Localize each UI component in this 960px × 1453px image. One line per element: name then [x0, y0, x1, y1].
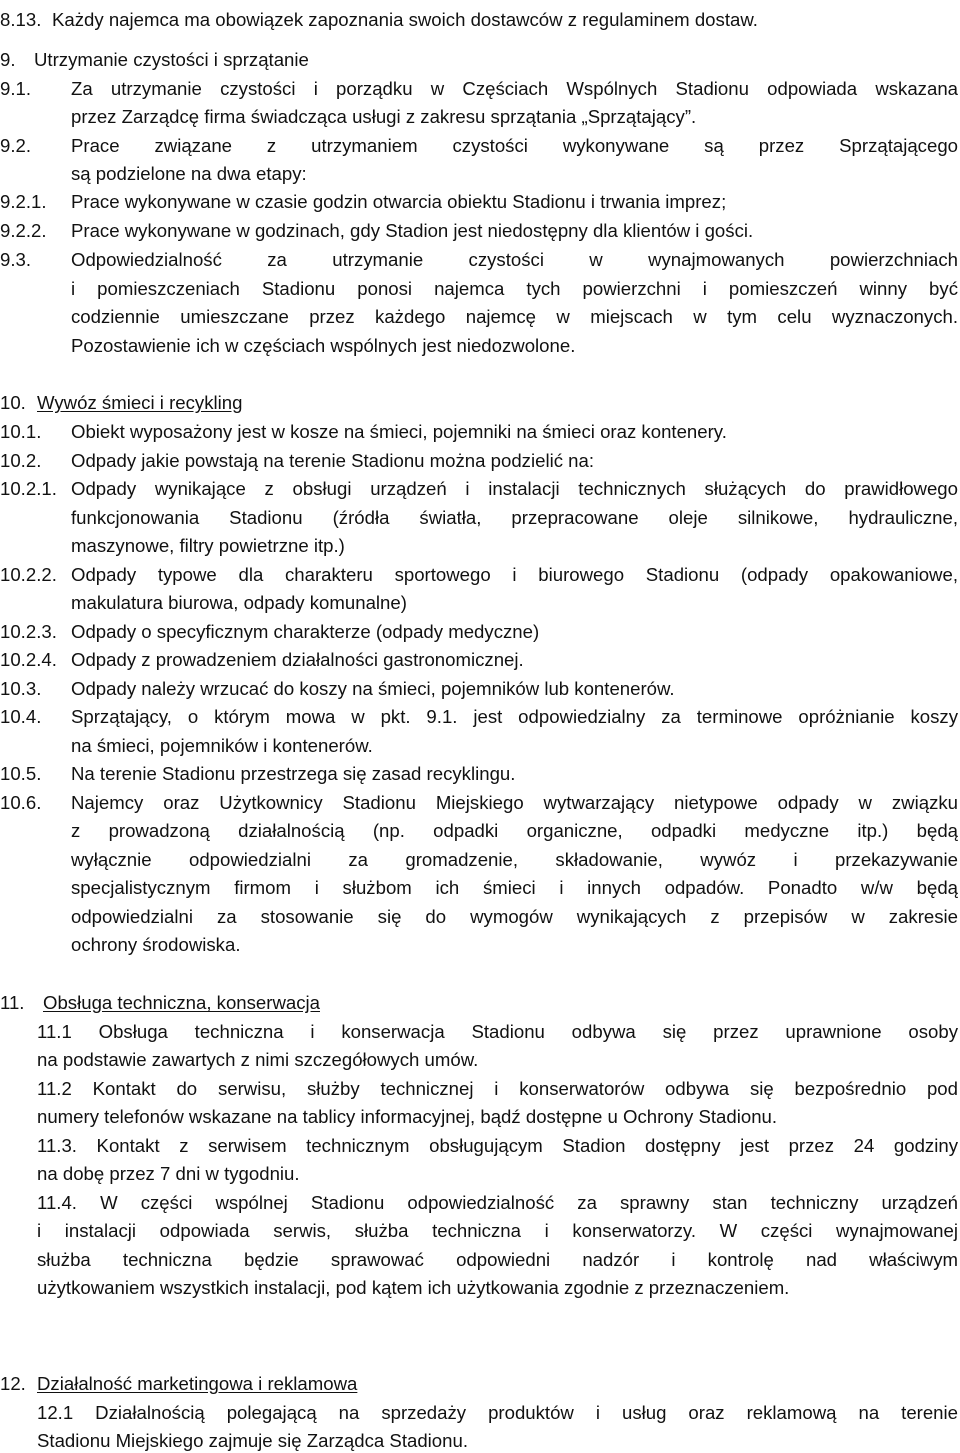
paragraph-text: Na terenie Stadionu przestrzega się zasad recyklingu. — [71, 763, 516, 784]
section-number: 10.2.1. — [0, 478, 57, 499]
paragraph-9-3-line: Pozostawienie ich w częściach wspólnych jest niedozwolone. — [71, 335, 576, 356]
paragraph-line: Za utrzymanie czystości i porządku w Częściach Wspólnych Stadionu odpowiada wskazana — [71, 78, 958, 99]
paragraph-10-4 — [0, 706, 958, 728]
section-number: 10.2.4. — [0, 649, 57, 670]
paragraph-text: Odpady należy wrzucać do koszy na śmieci, pojemników lub kontenerów. — [71, 678, 675, 699]
paragraph-10-2-2 — [0, 564, 958, 586]
section-number: 10.3. — [0, 678, 42, 699]
paragraph-10-6-line: wyłącznie odpowiedzialni za gromadzenie, składowanie, wywóz i przekazywanie — [71, 849, 958, 870]
section-number: 9.2. — [0, 135, 32, 156]
paragraph-9-3-line: codziennie umieszczane przez każdego najemcę w miejscach w tym celu wyznaczonych. — [71, 306, 958, 327]
paragraph-11-1-line: na podstawie zawartych z nimi szczegółowych umów. — [37, 1049, 479, 1070]
paragraph-9-2-1 — [0, 191, 958, 213]
paragraph-text: Odpady jakie powstają na terenie Stadionu można podzielić na: — [71, 450, 595, 471]
paragraph-9-1-line — [71, 106, 696, 128]
paragraph-line: Sprzątający, o którym mowa w pkt. 9.1. jest odpowiedzialny za terminowe opróżnianie koszy — [71, 706, 958, 727]
paragraph-line: Odpowiedzialność za utrzymanie czystości w wynajmowanych powierzchniach — [71, 249, 958, 270]
paragraph-text: Prace wykonywane w godzinach, gdy Stadion jest niedostępny dla klientów i gości. — [71, 220, 754, 241]
paragraph-10-2-4 — [0, 649, 958, 671]
paragraph-line: Najemcy oraz Użytkownicy Stadionu Miejskiego wytwarzający nietypowe odpady w związku — [71, 792, 958, 813]
paragraph-10-6-line: ochrony środowiska. — [71, 934, 241, 955]
paragraph-11-4-line: 11.4. W części wspólnej Stadionu odpowiedzialność za sprawny stan techniczny urządzeń — [37, 1192, 958, 1213]
section-heading-12 — [0, 1373, 958, 1395]
section-heading-11 — [0, 992, 958, 1014]
section-number: 9.2.1. — [0, 191, 47, 212]
section-heading-10 — [0, 392, 958, 414]
paragraph-11-2-line: 11.2 Kontakt do serwisu, służby technicznej i konserwatorów odbywa się bezpośrednio pod — [37, 1078, 958, 1099]
section-number: 10. — [0, 392, 26, 413]
paragraph-text: Odpady o specyficznym charakterze (odpady medyczne) — [71, 621, 540, 642]
paragraph-line: przez Zarządcę firma świadcząca usługi z zakresu sprzątania „Sprzątający”. — [71, 106, 697, 127]
section-number: 10.2.3. — [0, 621, 57, 642]
paragraph-11-3-line: 11.3. Kontakt z serwisem technicznym obsługującym Stadion dostępny jest przez 24 godziny — [37, 1135, 958, 1156]
section-number: 9.1. — [0, 78, 32, 99]
section-number: 10.4. — [0, 706, 42, 727]
paragraph-11-2-line: numery telefonów wskazane na tablicy informacyjnej, bądź dostępne u Ochrony Stadionu. — [37, 1106, 778, 1127]
paragraph-12-1-line: Stadionu Miejskiego zajmuje się Zarządca Stadionu. — [37, 1430, 468, 1451]
paragraph-9-3 — [0, 249, 958, 271]
paragraph-line: Odpady wynikające z obsługi urządzeń i instalacji technicznych służących do prawidłowego — [71, 478, 958, 499]
paragraph-10-2-1-line: funkcjonowania Stadionu (źródła światła, przepracowane oleje silnikowe, hydrauliczne, — [71, 507, 958, 528]
section-number: 10.5. — [0, 763, 42, 784]
paragraph-9-2-line — [71, 163, 307, 185]
section-heading-9 — [0, 49, 950, 71]
paragraph-10-2-3 — [0, 621, 958, 643]
paragraph-text: Prace wykonywane w czasie godzin otwarcia obiektu Stadionu i trwania imprez; — [71, 191, 727, 212]
section-number: 10.2.2. — [0, 564, 57, 585]
section-number: 9.3. — [0, 249, 32, 270]
paragraph-9-2-2 — [0, 220, 958, 242]
paragraph-10-2-1-line: maszynowe, filtry powietrzne itp.) — [71, 535, 345, 556]
paragraph-10-2 — [0, 450, 958, 472]
paragraph-12-1-line: 12.1 Działalnością polegającą na sprzedaży produktów i usług oraz reklamową na terenie — [37, 1402, 958, 1423]
paragraph-10-5 — [0, 763, 958, 785]
paragraph-text: Obiekt wyposażony jest w kosze na śmieci, pojemniki na śmieci oraz kontenery. — [71, 421, 727, 442]
section-number: 10.6. — [0, 792, 42, 813]
paragraph-10-3 — [0, 678, 958, 700]
paragraph-10-6-line: specjalistycznym firmom i służbom ich śmieci i innych odpadów. Ponadto w/w będą — [71, 877, 958, 898]
paragraph-line: Odpady typowe dla charakteru sportowego i biurowego Stadionu (odpady opakowaniowe, — [71, 564, 958, 585]
paragraph-10-6-line: z prowadzoną działalnością (np. odpadki organiczne, odpadki medyczne itp.) będą — [71, 820, 958, 841]
paragraph-10-2-1 — [0, 478, 958, 500]
paragraph-9-1 — [0, 78, 958, 100]
paragraph-10-4-line: na śmieci, pojemników i kontenerów. — [71, 735, 373, 756]
section-title: Utrzymanie czystości i sprzątanie — [34, 49, 309, 70]
paragraph-11-3-line: na dobę przez 7 dni w tygodniu. — [37, 1163, 300, 1184]
section-title: Wywóz śmieci i recykling — [37, 392, 243, 413]
paragraph-9-3-line: i pomieszczeniach Stadionu ponosi najemca tych powierzchni i pomieszczeń winny być — [71, 278, 958, 299]
paragraph-8-13 — [0, 9, 950, 31]
paragraph-11-1-line: 11.1 Obsługa techniczna i konserwacja Stadionu odbywa się przez uprawnione osoby — [37, 1021, 958, 1042]
paragraph-10-6-line: odpowiedzialni za stosowanie się do wymogów wynikających z przepisów w zakresie — [71, 906, 958, 927]
section-title: Działalność marketingowa i reklamowa — [37, 1373, 358, 1394]
section-number: 10.2. — [0, 450, 42, 471]
section-number: 10.1. — [0, 421, 42, 442]
section-number: 9.2.2. — [0, 220, 47, 241]
paragraph-text: Odpady z prowadzeniem działalności gastronomicznej. — [71, 649, 524, 670]
section-number: 9. — [0, 49, 16, 70]
paragraph-11-4-line: użytkowaniem wszystkich instalacji, pod kątem ich użytkowania zgodnie z przeznaczeniem. — [37, 1277, 790, 1298]
paragraph-10-1 — [0, 421, 958, 443]
paragraph-line: są podzielone na dwa etapy: — [71, 163, 307, 184]
paragraph-10-6 — [0, 792, 958, 814]
paragraph-9-2 — [0, 135, 958, 157]
section-number: 12. — [0, 1373, 26, 1394]
paragraph-text: Każdy najemca ma obowiązek zapoznania swoich dostawców z regulaminem dostaw. — [52, 9, 758, 30]
paragraph-10-2-2-line: makulatura biurowa, odpady komunalne) — [71, 592, 407, 613]
section-number: 8.13. — [0, 9, 42, 30]
section-number: 11. — [0, 992, 25, 1013]
paragraph-line: Prace związane z utrzymaniem czystości wykonywane są przez Sprzątającego — [71, 135, 958, 156]
paragraph-11-4-line: służba techniczna będzie sprawować odpowiedni nadzór i kontrolę nad właściwym — [37, 1249, 958, 1270]
paragraph-11-4-line: i instalacji odpowiada serwis, służba techniczna i konserwatorzy. W części wynajmowanej — [37, 1220, 958, 1241]
section-title: Obsługa techniczna, konserwacja — [43, 992, 320, 1013]
